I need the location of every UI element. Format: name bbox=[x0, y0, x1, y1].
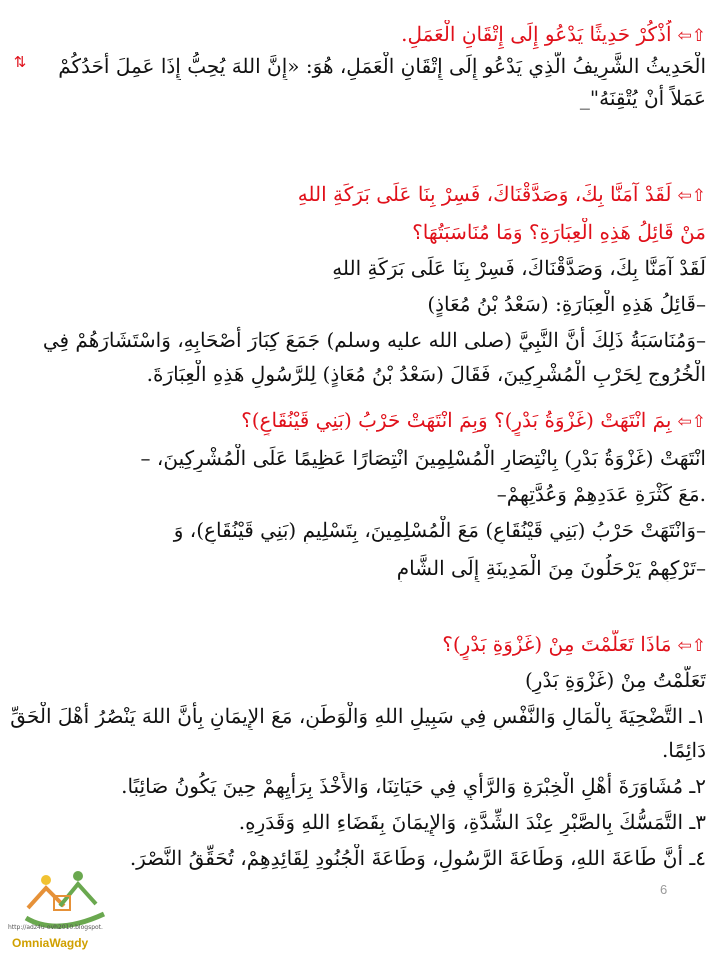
section2-heading bbox=[10, 180, 706, 210]
section1-title: اُذْكُرْ حَدِيثًا يَدْعُو إِلَى إِتْقَانِ الْعَمَلِ. bbox=[401, 22, 672, 46]
section3-line-2: .مَعَ كَثْرَةِ عَدَدِهِمْ وَعُدَّتِهِمْ– bbox=[496, 482, 706, 506]
section3-title: بِمَ انْتَهَتْ (غَزْوَةُ بَدْرٍ)؟ وَبِمَ انْتَهَتْ حَرْبُ (بَنِي قَيْنُقَاعٍ)؟ bbox=[241, 408, 672, 432]
section1-heading bbox=[10, 20, 706, 50]
section2-line-2: –قَائِلُ هَذِهِ الْعِبَارَةِ: (سَعْدُ بْنُ مُعَاذٍ) bbox=[427, 292, 706, 316]
section2-title: لَقَدْ آمَنَّا بِكَ، وَصَدَّقْنَاكَ، فَسِرْ بِنَا عَلَى بَرَكَةِ اللهِ bbox=[297, 182, 672, 206]
section1-line-2: عَمَلاً أَنْ يُتْقِنَهُ"_ bbox=[579, 86, 706, 110]
arrow-up-right-icon: ⇧⇦ bbox=[677, 411, 706, 432]
page-number: 6 bbox=[660, 882, 668, 897]
section4-item-1a: ١ـ التَّضْحِيَةَ بِالْمَالِ وَالنَّفْسِ فِي سَبِيلِ اللهِ وَالْوَطَنِ، مَعَ الإِيمَانِ بِأَنَّ اللهَ يَنْصُرُ أَهْلَ الْحَقِّ bbox=[10, 704, 706, 728]
logo-url: http://adz4u-ovh2010.blogspot. bbox=[8, 924, 103, 931]
section3-line-3: –وَانْتَهَتْ حَرْبُ (بَنِي قَيْنُقَاعٍ) مَعَ الْمُسْلِمِينَ، بِتَسْلِيمِ (بَنِي قَيْنُقَاعٍ)، وَ bbox=[173, 518, 706, 542]
section4-intro: تَعَلَّمْتُ مِنْ (غَزْوَةِ بَدْرٍ) bbox=[524, 668, 706, 692]
section3-heading bbox=[10, 406, 706, 436]
section2-line-1: لَقَدْ آمَنَّا بِكَ، وَصَدَّقْنَاكَ، فَسِرْ بِنَا عَلَى بَرَكَةِ اللهِ bbox=[332, 256, 706, 280]
section3-line-1: انْتَهَتْ (غَزْوَةُ بَدْرٍ) بِانْتِصَارِ الْمُسْلِمِينَ انْتِصَارًا عَظِيمًا عَلَى الْمُشْرِكِينَ، – bbox=[140, 446, 706, 470]
section1-line-1: الْحَدِيثُ الشَّرِيفُ الَّذِي يَدْعُو إِلَى إِتْقَانِ الْعَمَلِ، هُوَ: «إِنَّ اللهَ يُحِبُّ إِذَا عَمِلَ أَحَدُكُمْ bbox=[58, 54, 706, 78]
up-down-arrows-icon: ⇅ bbox=[13, 53, 27, 71]
section4-item-4: ٤ـ أَنَّ طَاعَةَ اللهِ، وَطَاعَةَ الرَّسُولِ، وَطَاعَةَ الْجُنُودِ لِقَائِدِهِمْ، تُحَقِّقُ النَّصْرَ. bbox=[129, 846, 706, 870]
section4-item-3: ٣ـ التَّمَسُّكَ بِالصَّبْرِ عِنْدَ الشِّدَّةِ، وَالإِيمَانَ بِقَضَاءِ اللهِ وَقَدَرِهِ. bbox=[238, 810, 706, 834]
section4-heading bbox=[10, 630, 706, 660]
arrow-up-right-icon: ⇧⇦ bbox=[677, 185, 706, 206]
section4-item-2: ٢ـ مُشَاوَرَةَ أَهْلِ الْخِبْرَةِ وَالرَّأْيِ فِي حَيَاتِنَا، وَالأَخْذَ بِرَأْيِهِمْ حِينَ يَكُونُ صَائِبًا. bbox=[121, 774, 706, 798]
logo-name: OmniaWagdy bbox=[12, 936, 89, 950]
arrow-up-right-icon: ⇧⇦ bbox=[677, 635, 706, 656]
section2-question: مَنْ قَائِلُ هَذِهِ الْعِبَارَةِ؟ وَمَا مُنَاسَبَتُهَا؟ bbox=[412, 220, 706, 244]
section2-line-3: –وَمُنَاسَبَةُ ذَلِكَ أَنَّ النَّبِيَّ (صلى الله عليه وسلم) جَمَعَ كِبَارَ أَصْحَابِهِ، وَاسْتَشَارَهُمْ فِي bbox=[42, 328, 706, 352]
section4-item-1b: دَائِمًا. bbox=[661, 738, 706, 762]
section2-line-4: الْخُرُوجِ لِحَرْبِ الْمُشْرِكِينَ، فَقَالَ (سَعْدُ بْنُ مُعَاذٍ) لِلرَّسُولِ هَذِهِ الْعِبَارَةَ. bbox=[146, 362, 706, 386]
section3-line-4: –تَرْكِهِمْ يَرْحَلُونَ مِنَ الْمَدِينَةِ إِلَى الشَّامِ bbox=[396, 556, 706, 580]
section4-title: مَاذَا تَعَلَّمْتَ مِنْ (غَزْوَةِ بَدْرٍ)؟ bbox=[442, 632, 672, 656]
arrow-up-right-icon: ⇧⇦ bbox=[677, 25, 706, 46]
